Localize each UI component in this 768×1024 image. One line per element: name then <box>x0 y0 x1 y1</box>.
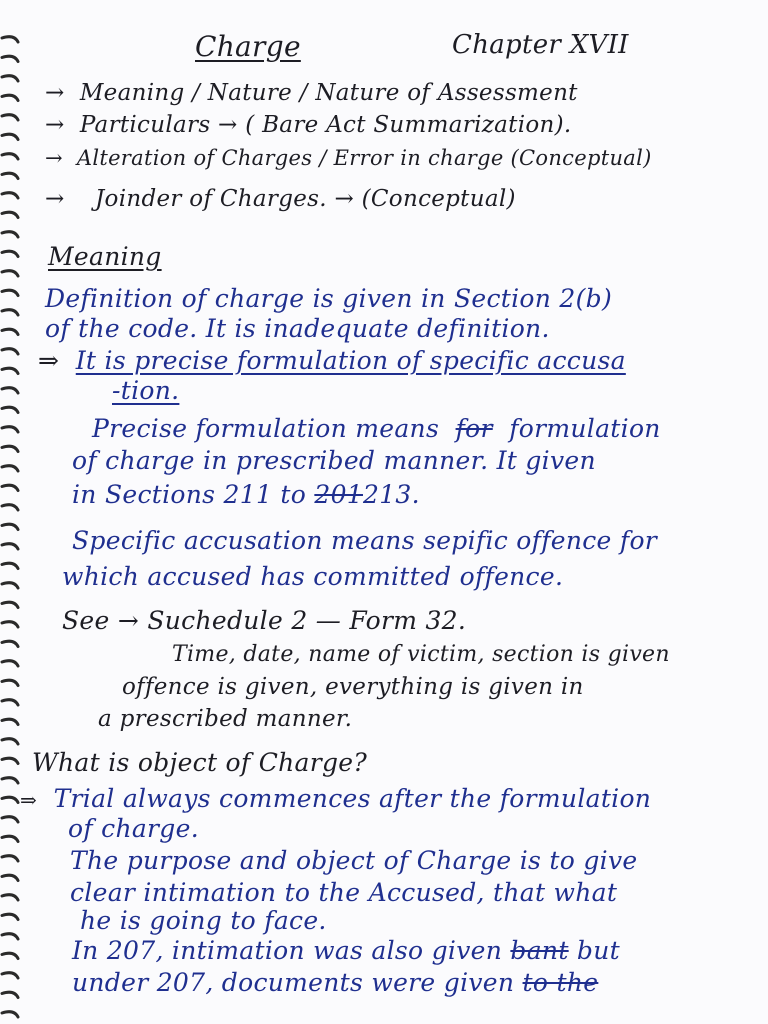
spiral-ring <box>2 563 18 568</box>
struck-text: for <box>455 414 493 443</box>
list-item <box>45 112 572 138</box>
note-line: offence is given, everything is given in <box>122 674 584 700</box>
page-title: Charge <box>195 30 301 63</box>
spiral-ring <box>2 524 18 529</box>
struck-text: 201 <box>314 480 363 509</box>
spiral-ring <box>2 154 18 159</box>
list-item <box>45 146 652 170</box>
arrow-icon: ⇒ <box>20 788 38 812</box>
topic-text: Particulars → ( Bare Act Summarization). <box>79 112 572 138</box>
note-line: Specific accusation means sepific offence for <box>72 526 658 555</box>
spiral-ring <box>2 446 18 451</box>
note-text: 213. <box>362 480 420 509</box>
spiral-binding-icon <box>0 30 22 1020</box>
note-text: In 207, intimation was also given <box>72 936 503 965</box>
spiral-ring <box>2 368 18 373</box>
spiral-ring <box>2 329 18 334</box>
arrow-icon: → <box>45 146 63 170</box>
spiral-ring <box>2 388 18 393</box>
spiral-ring <box>2 856 18 861</box>
spiral-ring <box>2 836 18 841</box>
spiral-ring <box>2 544 18 549</box>
spiral-ring <box>2 56 18 61</box>
spiral-ring <box>2 193 18 198</box>
spiral-ring <box>2 641 18 646</box>
note-line: of charge in prescribed manner. It given <box>72 446 596 475</box>
note-line <box>72 480 420 509</box>
spiral-ring <box>2 134 18 139</box>
spiral-ring <box>2 719 18 724</box>
note-line: Time, date, name of victim, section is given <box>172 642 670 667</box>
topic-text: Alteration of Charges / Error in charge (Conceptual) <box>76 146 652 170</box>
spiral-ring <box>2 115 18 120</box>
note-text: formulation <box>509 414 661 443</box>
note-text: Trial always commences after the formulation <box>53 784 652 813</box>
list-item <box>45 186 516 212</box>
struck-text: to the <box>522 968 599 997</box>
spiral-ring <box>2 778 18 783</box>
spiral-ring <box>2 37 18 42</box>
note-line: a prescribed manner. <box>98 706 353 732</box>
note-text: Precise formulation means <box>92 414 440 443</box>
spiral-ring <box>2 875 18 880</box>
spiral-ring <box>2 992 18 997</box>
spiral-ring <box>2 680 18 685</box>
spiral-ring <box>2 173 18 178</box>
arrow-icon: → <box>45 186 65 212</box>
spiral-ring <box>2 817 18 822</box>
spiral-ring <box>2 95 18 100</box>
spiral-ring <box>2 427 18 432</box>
note-line <box>20 784 651 813</box>
spiral-ring <box>2 758 18 763</box>
note-text: in Sections 211 to <box>72 480 307 509</box>
note-line: What is object of Charge? <box>32 748 368 777</box>
note-line <box>72 968 598 997</box>
spiral-ring <box>2 290 18 295</box>
note-line: See → Suchedule 2 — Form 32. <box>62 606 467 635</box>
topic-text: Meaning / Nature / Nature of Assessment <box>79 80 578 106</box>
note-line <box>92 414 661 443</box>
note-text: under 207, documents were given <box>72 968 515 997</box>
spiral-ring <box>2 466 18 471</box>
spiral-ring <box>2 934 18 939</box>
note-line <box>72 936 620 965</box>
list-item <box>45 80 578 106</box>
spiral-ring <box>2 232 18 237</box>
spiral-ring <box>2 661 18 666</box>
note-line: he is going to face. <box>80 906 327 935</box>
spiral-ring <box>2 895 18 900</box>
spiral-ring <box>2 1012 18 1017</box>
spiral-ring <box>2 505 18 510</box>
double-arrow-icon: ⇒ <box>38 346 60 375</box>
note-line: which accused has committed offence. <box>62 562 564 591</box>
arrow-icon: → <box>45 80 65 106</box>
chapter-label: Chapter XVII <box>452 30 629 60</box>
note-line: clear intimation to the Accused, that what <box>70 878 618 907</box>
note-line: of charge. <box>68 814 199 843</box>
spiral-ring <box>2 349 18 354</box>
spiral-ring <box>2 739 18 744</box>
spiral-ring <box>2 310 18 315</box>
spiral-ring <box>2 914 18 919</box>
note-line: The purpose and object of Charge is to give <box>70 846 638 875</box>
spiral-ring <box>2 700 18 705</box>
spiral-ring <box>2 583 18 588</box>
spiral-ring <box>2 407 18 412</box>
spiral-ring <box>2 797 18 802</box>
note-line: -tion. <box>112 376 180 405</box>
spiral-ring <box>2 602 18 607</box>
spiral-ring <box>2 622 18 627</box>
topic-text: Joinder of Charges. → (Conceptual) <box>95 186 516 212</box>
spiral-ring <box>2 212 18 217</box>
note-line <box>38 346 626 375</box>
note-line: Definition of charge is given in Section 2(b) <box>45 284 613 313</box>
section-heading-meaning: Meaning <box>48 242 162 271</box>
note-text: It is precise formulation of specific accusa <box>75 346 626 375</box>
note-line: of the code. It is inadequate definition. <box>45 314 550 343</box>
arrow-icon: → <box>45 112 65 138</box>
spiral-ring <box>2 76 18 81</box>
struck-text: bant <box>510 936 569 965</box>
spiral-ring <box>2 973 18 978</box>
spiral-ring <box>2 485 18 490</box>
note-text: but <box>576 936 620 965</box>
spiral-ring <box>2 953 18 958</box>
spiral-ring <box>2 251 18 256</box>
spiral-ring <box>2 271 18 276</box>
